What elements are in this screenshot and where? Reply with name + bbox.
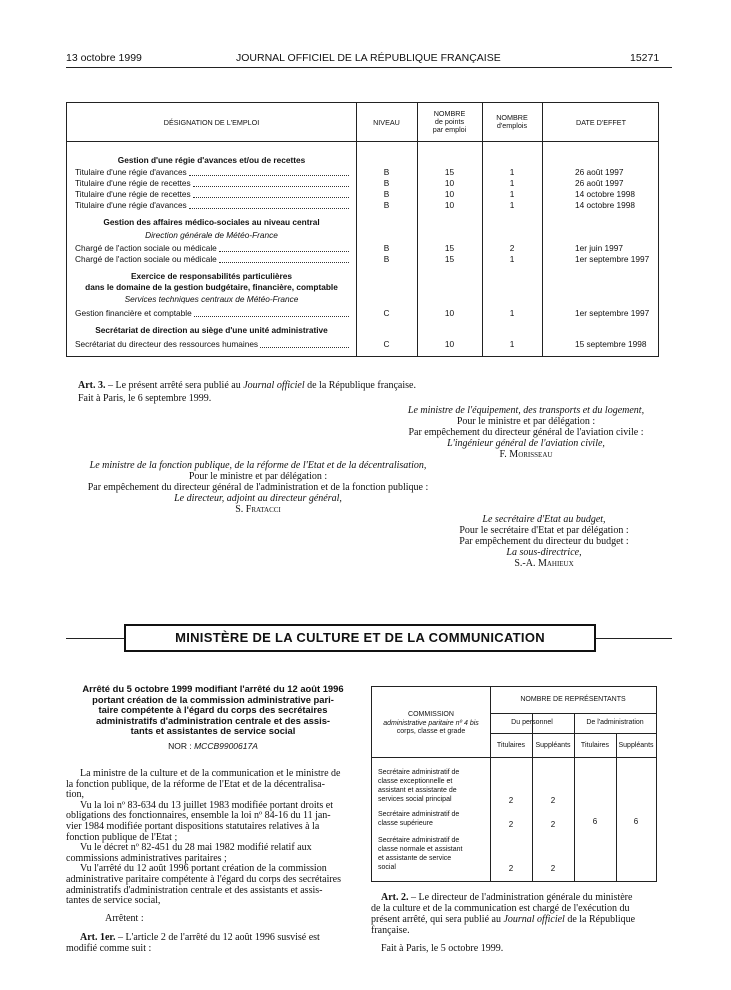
row-emplois: 1: [509, 178, 515, 188]
row-label-line: classe supérieure: [378, 820, 433, 827]
row-emplois: 2: [509, 243, 515, 253]
row-titulaires: 2: [508, 796, 514, 805]
row-label: Secrétariat du directeur des ressources humaines: [75, 339, 259, 349]
row-emplois: 1: [509, 339, 515, 349]
row-niveau: B: [383, 254, 390, 264]
leader-dots: [219, 251, 349, 252]
row-emplois: 1: [509, 189, 515, 199]
arretent: Arrêtent :: [105, 913, 144, 924]
signature-block: Le ministre de l'équipement, des transports et du logement, Pour le ministre et par délégation : Par empêchement du directeur général de l'aviation civile : L'ingénieur général de l'aviation civile, F. Morisseau: [407, 405, 645, 460]
art2-fait: Fait à Paris, le 5 octobre 1999.: [381, 943, 504, 954]
row-emplois: 1: [509, 254, 515, 264]
row-label: Titulaire d'une régie de recettes: [75, 178, 191, 188]
section-heading: Exercice de responsabilités particulières: [131, 271, 292, 281]
body-line: administratifs d'administration centrale et des assistants et assis-: [66, 884, 323, 896]
article-2-line: de la culture et de la communication est chargé de l'exécution du: [371, 903, 630, 914]
leader-dots: [189, 208, 349, 209]
row-label: Chargé de l'action sociale ou médicale: [75, 243, 217, 253]
leader-dots: [193, 197, 349, 198]
body-line: commissions administratives paritaires ;: [66, 852, 227, 864]
body-line: tantes de service social,: [66, 895, 161, 907]
leader-dots: [189, 175, 349, 176]
header-page-number: 15271: [630, 52, 660, 64]
article-1: Art. 1er. – L'article 2 de l'arrêté du 12 août 1996 susvisé est: [80, 932, 320, 943]
article-1-cont: modifié comme suit :: [66, 943, 152, 954]
row-label-line: classe exceptionnelle et: [378, 778, 453, 785]
leader-dots: [194, 316, 349, 317]
article-3: Art. 3. – Le présent arrêté sera publié au Journal officiel de la République française.: [78, 380, 416, 391]
body-line: la fonction publique, de la réforme de l'Etat et de la décentralisa-: [66, 778, 325, 790]
body-line: vier 1984 modifiée portant dispositions statutaires relatives à la: [66, 821, 320, 832]
row-points: 15: [444, 254, 455, 264]
row-label-line: et assistante de service: [378, 855, 452, 862]
row-date: 14 octobre 1998: [575, 200, 635, 210]
row-date: 15 septembre 1998: [575, 339, 647, 349]
row-label-line: social: [378, 864, 396, 871]
row-titulaires: 2: [508, 864, 514, 873]
col-header-suppleants: Suppléants: [618, 742, 654, 749]
row-points: 10: [444, 178, 455, 188]
leader-dots: [219, 262, 349, 263]
header-date: 13 octobre 1999: [66, 52, 142, 64]
row-points: 10: [444, 339, 455, 349]
col-header-administration: De l'administration: [586, 719, 644, 726]
header-title: JOURNAL OFFICIEL DE LA RÉPUBLIQUE FRANÇAISE: [236, 52, 501, 64]
row-suppleants: 2: [550, 864, 556, 873]
col-header-points: NOMBRE de points par emploi: [432, 109, 467, 134]
nor-reference: NOR : MCCB9900617A: [168, 741, 258, 751]
section-heading: dans le domaine de la gestion budgétaire, financière, comptable: [85, 282, 338, 292]
body-line: obligations des fonctionnaires, ensemble la loi nº 84-16 du 11 jan-: [66, 810, 331, 822]
col-header-designation: DÉSIGNATION DE L'EMPLOI: [163, 118, 260, 127]
row-date: 14 octobre 1998: [575, 189, 635, 199]
col-header-suppleants: Suppléants: [535, 742, 571, 749]
body-line: fonction publique de l'Etat ;: [66, 831, 178, 843]
row-emplois: 1: [509, 200, 515, 210]
row-emplois: 1: [509, 167, 515, 177]
row-date: 1er juin 1997: [575, 243, 623, 253]
col-header-nombre: NOMBRE DE REPRÉSENTANTS: [520, 696, 626, 703]
representatives-table: [371, 686, 657, 882]
body-line: La ministre de la culture et de la communication et le ministre de: [80, 768, 341, 779]
row-label-line: assistant et assistante de: [378, 787, 457, 794]
row-label: Chargé de l'action sociale ou médicale: [75, 254, 217, 264]
row-niveau: C: [383, 308, 390, 318]
admin-titulaires-value: 6: [592, 817, 598, 826]
section-heading: Secrétariat de direction au siège d'une unité administrative: [95, 325, 328, 335]
col-header-niveau: NIVEAU: [373, 118, 400, 127]
row-emplois: 1: [509, 308, 515, 318]
col-header-titulaires: Titulaires: [496, 742, 526, 749]
arrete-title: Arrêté du 5 octobre 1999 modifiant l'arrêté du 12 août 1996 portant création de la commission administrative pari- taire compétente à l'égard du corps des secrétaires administratifs d'administration centrale et des assis- tants et assistantes de service social: [82, 683, 344, 736]
row-label-line: Secrétaire administratif de: [378, 769, 460, 776]
col-header-titulaires: Titulaires: [580, 742, 610, 749]
row-niveau: B: [383, 167, 390, 177]
row-label-line: Secrétaire administratif de: [378, 837, 460, 844]
col-header-commission: COMMISSION administrative paritaire nº 4 bis corps, classe et grade: [383, 711, 479, 735]
row-titulaires: 2: [508, 820, 514, 829]
body-line: Vu l'arrêté du 12 août 1996 portant création de la commission: [80, 863, 327, 875]
article-2-line: présent arrêté, qui sera publié au Journal officiel de la République: [371, 914, 636, 925]
row-points: 15: [444, 167, 455, 177]
row-niveau: C: [383, 339, 390, 349]
row-suppleants: 2: [550, 796, 556, 805]
row-niveau: B: [383, 200, 390, 210]
signature-block: Le secrétaire d'Etat au budget, Pour le secrétaire d'Etat et par délégation : Par empêchement du directeur du budget : La sous-directrice, S.-A. Mahieux: [459, 514, 629, 569]
section-subheading: Services techniques centraux de Météo-France: [124, 294, 299, 304]
row-label-line: services social principal: [378, 796, 452, 803]
row-date: 1er septembre 1997: [575, 254, 650, 264]
row-suppleants: 2: [550, 820, 556, 829]
section-subheading: Direction générale de Météo-France: [145, 230, 278, 240]
body-line: Vu le décret nº 82-451 du 28 mai 1982 modifié relatif aux: [80, 842, 312, 854]
signature-block: Le ministre de la fonction publique, de la réforme de l'Etat et de la décentralisation, Pour le ministre et par délégation : Par empêchement du directeur général de l'administration et de la fonction publique : Le directeur, adjoint au directeur général, S. Fratacci: [87, 460, 429, 515]
admin-suppleants-value: 6: [633, 817, 639, 826]
col-header-emplois: NOMBRE d'emplois: [496, 113, 528, 130]
body-line: Vu la loi nº 83-634 du 13 juillet 1983 modifiée portant droits et: [80, 799, 334, 811]
article-2: Art. 2. – Le directeur de l'administration générale du ministère: [381, 892, 633, 903]
row-points: 10: [444, 200, 455, 210]
row-label-line: Secrétaire administratif de: [378, 811, 460, 818]
leader-dots: [260, 347, 349, 348]
article-2-line: française.: [371, 925, 410, 936]
ministry-banner: MINISTÈRE DE LA CULTURE ET DE LA COMMUNICATION: [124, 624, 596, 652]
row-points: 10: [444, 308, 455, 318]
body-line: tion,: [66, 789, 85, 801]
row-label-line: classe normale et assistant: [378, 846, 463, 853]
row-date: 26 août 1997: [575, 167, 624, 177]
row-niveau: B: [383, 189, 390, 199]
row-niveau: B: [383, 243, 390, 253]
row-niveau: B: [383, 178, 390, 188]
row-points: 10: [444, 189, 455, 199]
header-rule: [66, 67, 672, 68]
col-header-date: DATE D'EFFET: [576, 118, 626, 127]
body-line: administrative paritaire compétente à l'égard du corps des secrétaires: [66, 874, 342, 885]
row-label: Gestion financière et comptable: [75, 308, 192, 318]
row-date: 26 août 1997: [575, 178, 624, 188]
employment-table: [66, 102, 659, 357]
row-points: 15: [444, 243, 455, 253]
row-date: 1er septembre 1997: [575, 308, 650, 318]
row-label: Titulaire d'une régie d'avances: [75, 200, 187, 210]
row-label: Titulaire d'une régie d'avances: [75, 167, 187, 177]
row-label: Titulaire d'une régie de recettes: [75, 189, 191, 199]
col-header-personnel: Du personnel: [511, 719, 553, 726]
art3-fait: Fait à Paris, le 6 septembre 1999.: [78, 393, 212, 404]
leader-dots: [193, 186, 349, 187]
section-heading: Gestion des affaires médico-sociales au niveau central: [103, 217, 320, 227]
section-heading: Gestion d'une régie d'avances et/ou de recettes: [117, 155, 306, 165]
